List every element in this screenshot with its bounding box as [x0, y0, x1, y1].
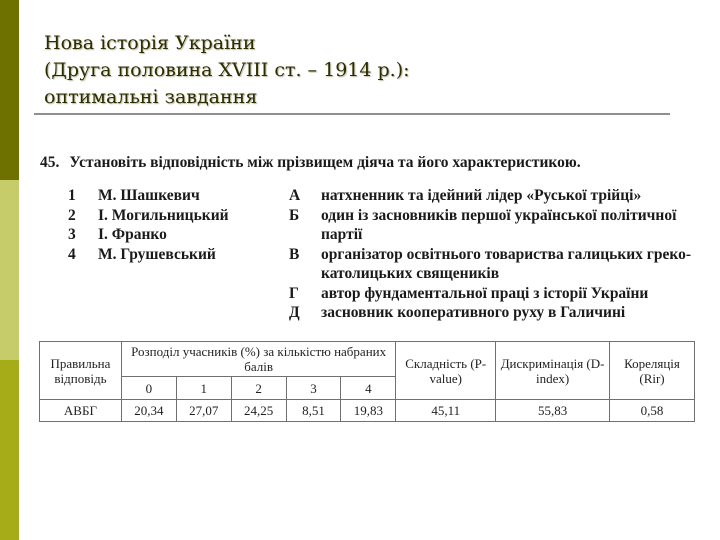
characteristic-text: організатор освітнього товариства галицьких греко-католицьких священиків — [321, 245, 691, 282]
cell-distribution: 19,83 — [341, 400, 396, 422]
characteristic-text: засновник кооперативного руху в Галичині — [321, 304, 626, 321]
characteristic-letter: Д — [289, 304, 300, 321]
persons-list — [68, 186, 268, 264]
characteristic-text: один із засновників першої української політичної партії — [321, 206, 677, 243]
cell-discrimination: 55,83 — [496, 400, 610, 422]
characteristic-item — [289, 284, 709, 304]
header-correct-answer: Правильна відповідь — [40, 342, 122, 400]
score-header: 3 — [286, 377, 341, 400]
title-divider — [34, 113, 670, 115]
cell-difficulty: 45,11 — [396, 400, 496, 422]
score-header: 1 — [176, 377, 231, 400]
header-correlation: Кореляція (Rir) — [610, 342, 695, 400]
person-name: І. Могильницький — [98, 206, 229, 224]
table-row — [40, 400, 695, 422]
characteristic-letter: Г — [289, 284, 299, 302]
characteristic-item — [289, 303, 709, 323]
characteristic-text: натхненник та ідейний лідер «Руської трійці» — [321, 187, 642, 204]
statistics-table — [39, 341, 695, 422]
person-number: 4 — [68, 245, 76, 263]
characteristics-list — [289, 186, 709, 323]
title-line-1: Нова історія України — [44, 32, 256, 54]
decor-bar-top — [0, 0, 19, 180]
decor-bar-middle — [0, 180, 19, 360]
characteristic-item — [289, 206, 709, 245]
cell-answer: АВБГ — [40, 400, 122, 422]
score-header: 4 — [341, 377, 396, 400]
person-item — [68, 225, 268, 245]
person-item — [68, 245, 268, 265]
cell-distribution: 24,25 — [231, 400, 286, 422]
cell-distribution: 27,07 — [176, 400, 231, 422]
header-discrimination: Дискримінація (D-index) — [496, 342, 610, 400]
slide-title — [44, 30, 410, 111]
person-item — [68, 186, 268, 206]
characteristic-letter: В — [289, 245, 300, 263]
score-header: 0 — [121, 377, 176, 400]
person-name: М. Шашкевич — [98, 187, 200, 204]
header-distribution: Розподіл учасників (%) за кількістю набраних балів — [121, 342, 395, 377]
characteristic-text: автор фундаментальної праці з історії України — [321, 284, 649, 302]
cell-distribution: 8,51 — [286, 400, 341, 422]
characteristic-item — [289, 186, 709, 206]
table-header-row — [40, 342, 695, 377]
title-line-3: оптимальні завдання — [44, 86, 258, 108]
person-number: 3 — [68, 226, 76, 243]
question — [40, 154, 581, 172]
decor-bar-bottom — [0, 360, 19, 540]
question-number: 45. — [40, 154, 60, 171]
person-number: 2 — [68, 206, 76, 224]
header-difficulty: Складність (P-value) — [396, 342, 496, 400]
person-name: І. Франко — [98, 226, 167, 243]
characteristic-letter: А — [289, 187, 301, 204]
matching-lists — [40, 186, 700, 326]
person-name: М. Грушевський — [98, 245, 216, 263]
characteristic-letter: Б — [289, 206, 300, 224]
cell-distribution: 20,34 — [121, 400, 176, 422]
score-header: 2 — [231, 377, 286, 400]
person-number: 1 — [68, 187, 76, 204]
characteristic-item — [289, 245, 709, 284]
title-line-2: (Друга половина XVIII ст. – 1914 р.): — [44, 59, 410, 81]
question-text: Установіть відповідність між прізвищем діяча та його характеристикою. — [69, 154, 581, 171]
cell-correlation: 0,58 — [610, 400, 695, 422]
person-item — [68, 206, 268, 226]
